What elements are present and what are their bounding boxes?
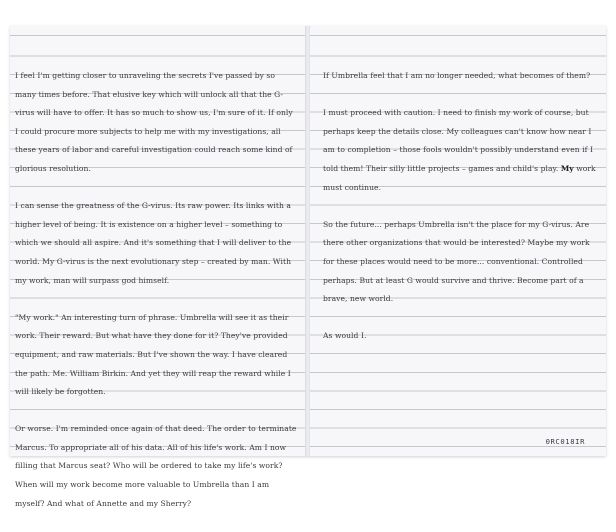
right-paragraph-2 — [323, 104, 601, 197]
right-paragraph-2-text: I must proceed with caution. I need to finish my work of course, but perhaps keep the details close. My colleagues can't know how near I am to completion – those fools wouldn't possibly understand even if I told them! Their silly little projects – games and child's play. — [323, 108, 594, 173]
right-paragraph-4: As would I. — [323, 331, 367, 341]
right-page-text — [323, 67, 601, 365]
left-paragraph-4: Or worse. I'm reminded once again of that deed. The order to terminate Marcus. To appropriate all of his data. All of his life's work. Am I now filling that Marcus seat? Who will be ordered to take my life's work? When will my work become more valuable to Umbrella than I am myself? And what of Annette and my Sherry? — [15, 424, 297, 508]
right-paragraph-2-tail: work must continue. — [323, 163, 596, 192]
left-page — [10, 26, 306, 508]
left-paragraph-2: I can sense the greatness of the G-virus. Its raw power. Its links with a higher level of being. It is existence on a higher level – something to which we should all aspire. And it's something that I will deliver to the world. My G-virus is the next evolutionary step – created by man. With my work, man will surpass god himself. — [15, 201, 292, 285]
left-page-text — [15, 67, 297, 532]
right-paragraph-3: So the future... perhaps Umbrella isn't the place for my G-virus. Are there other organizations that would be interested? Maybe my work for these places would need to be more... conventional. Controlled perhaps. But at least G would survive and thrive. Become part of a brave, new world. — [323, 219, 590, 304]
right-paragraph-2-bold: My — [560, 163, 574, 173]
left-paragraph-3: "My work." An interesting turn of phrase. Umbrella will see it as their work. Their reward. But what have they done for it? They've provided equipment, and raw materials. But I've shown the way. I have cleared the path. Me. William Birkin. And yet they will reap the reward while I will likely be forgotten. — [15, 312, 291, 397]
right-page — [310, 26, 606, 456]
notebook-spread — [10, 26, 606, 508]
left-paragraph-1: I feel I'm getting closer to unraveling the secrets I've passed by so many times before. That elusive key which will unlock all that the G-virus will have to offer. It has so much to show us, I'm sure of it. If only I could procure more subjects to help me with my investigations, all these years of labor and careful investigation could reach some kind of glorious resolution. — [15, 71, 293, 173]
document-code: 0RC018IR — [545, 437, 585, 446]
right-paragraph-1: If Umbrella feel that I am no longer needed, what becomes of them? — [323, 71, 591, 80]
